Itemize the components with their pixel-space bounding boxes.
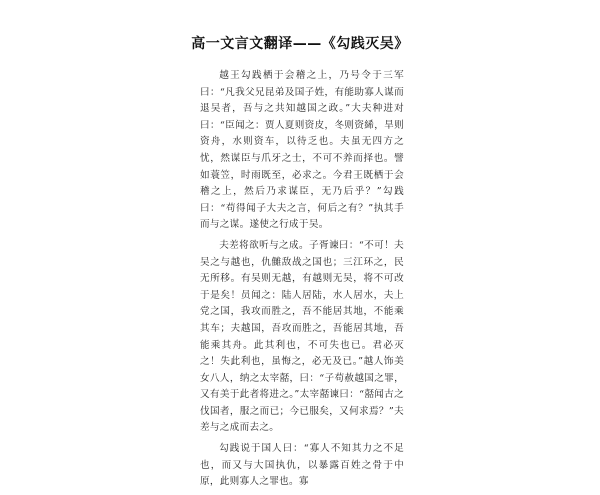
paragraph: 越王勾践栖于会稽之上，乃号令于三军曰：“凡我父兄昆弟及国子姓，有能助寡人谋而退吴者，吾与之共知越国之政。”大夫种进对曰：“臣闻之：贾人夏则资皮，冬则资絺，旱则资舟，水则资车，以待乏也。夫虽无四方之忧，然谋臣与爪牙之士，不可不养而择也。譬如蓑笠，时雨既至，必求之。今君王既栖于会稽之上，然后乃求谋臣，无乃后乎？”勾践曰：“苟得闻子大夫之言，何后之有？”执其手而与之谋。遂使之行成于吴。 [200, 70, 404, 231]
document-title: 高一文言文翻译——《勾践灭吴》 [191, 36, 409, 52]
document-body [200, 68, 404, 495]
paragraph: 勾践说于国人曰：“寡人不知其力之不足也，而又与大国执仇，以暴露百姓之骨于中原，此则寡人之罪也。寡 [200, 443, 404, 488]
paragraph: 夫差将欲听与之成。子胥谏曰：“不可！夫吴之与越也，仇雠敌战之国也；三江环之，民无所移。有吴则无越，有越则无吴，将不可改于是矣！员闻之：陆人居陆，水人居水，夫上党之国，我攻而胜之，吾不能居其地，不能乘其车；夫越国，吾攻而胜之，吾能居其地，吾能乘其舟。此其利也，不可失也已。君必灭之！失此利也，虽悔之，必无及已。”越人饰美女八人，纳之太宰嚭，曰：“子苟赦越国之罪，又有美于此者将进之。”太宰嚭谏曰：“嚭闻古之伐国者，服之而已；今已服矣，又何求焉？”夫差与之成而去之。 [200, 239, 404, 434]
